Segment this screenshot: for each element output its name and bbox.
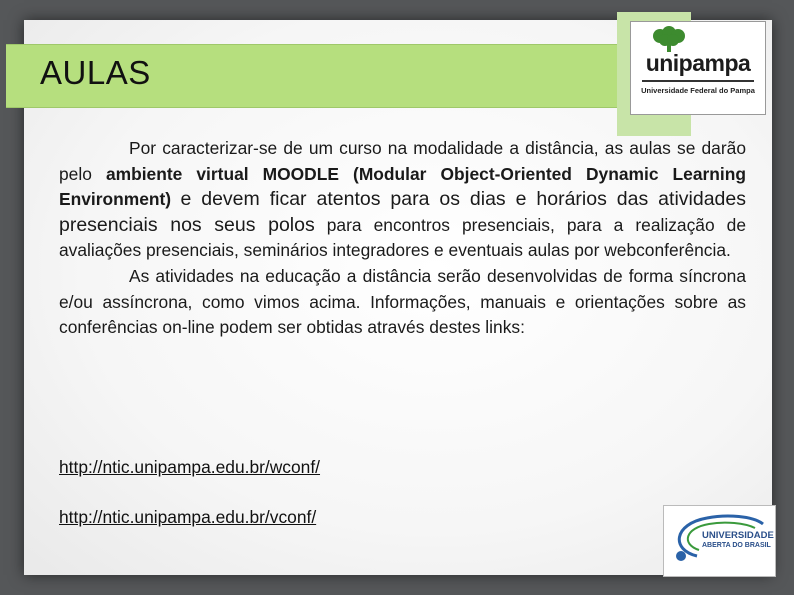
p1-rest: para encontros presenciais, para a realização de avaliações presenciais, seminários integradores e eventuais aulas por webconferência.: [59, 214, 746, 261]
p1-bold: ambiente virtual MOODLE (Modular Object-Oriented Dynamic Learning Environment): [59, 163, 746, 210]
page-title: AULAS: [40, 54, 151, 91]
logo-divider: [642, 80, 754, 82]
logo-subtitle: Universidade Federal do Pampa: [641, 86, 755, 95]
p1-intro: Por caracterizar-se de um curso na modalidade a distância, as aulas se darão pelo: [59, 138, 746, 184]
paragraph-2: As atividades na educação a distância serão desenvolvidas de forma síncrona e/ou assíncrona, como vimos acima. Informações, manuais e orientações sobre as conferências on-line podem ser obtidas através destes links:: [59, 265, 746, 338]
body-text: [59, 136, 746, 341]
paragraph-1: [59, 136, 746, 264]
logo-name: unipampa: [645, 50, 751, 76]
tree-icon: [651, 26, 687, 52]
uab-line2: ABERTA DO BRASIL: [702, 542, 771, 549]
uab-swoosh-icon: [667, 510, 767, 572]
p1-emphasis: e devem ficar atentos para os dias e horários das atividades presenciais nos seus polos: [59, 188, 746, 236]
vconf-link[interactable]: http://ntic.unipampa.edu.br/vconf/: [59, 507, 317, 527]
wconf-link[interactable]: http://ntic.unipampa.edu.br/wconf/: [59, 457, 321, 477]
uab-line1: UNIVERSIDADE: [702, 530, 774, 541]
